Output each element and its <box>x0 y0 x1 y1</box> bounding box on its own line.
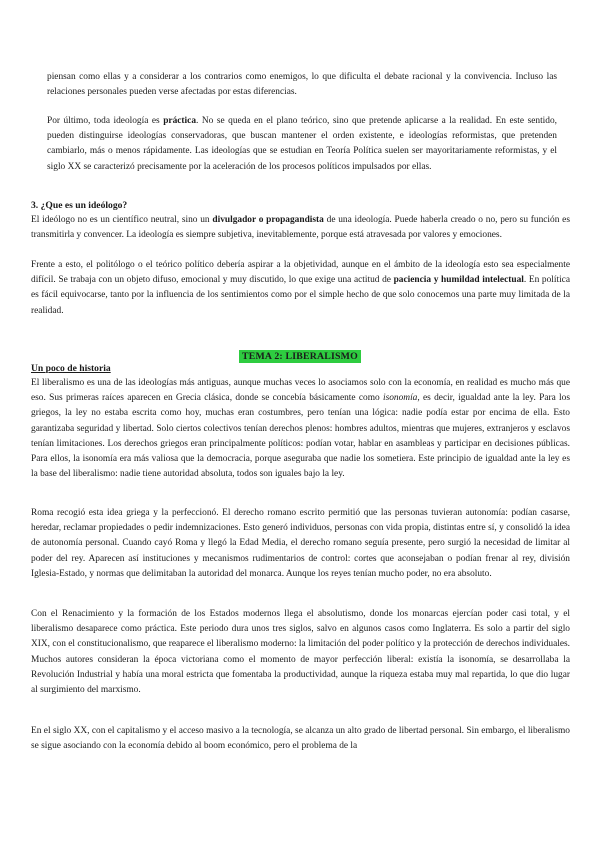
paragraph-historia-renacimiento: Con el Renacimiento y la formación de los Estados modernos llega el absolutismo, donde los monarcas ejercían poder casi total, y el liberalismo desaparece como práctica. Este periodo dura unos tres siglos, salvo en algunos casos como Inglaterra. Es solo a partir del siglo XIX, con el constitucionalismo, que reaparece el liberalismo moderno: la limitación del poder político y la protección de derechos individuales. Muchos autores consideran la época victoriana como el momento de mayor perfección liberal: existía la isonomía, se desarrollaba la Revolución Industrial y había una moral estricta que fomentaba la productividad, aunque la riqueza estaba muy mal repartida, lo que dio lugar al surgimiento del marxismo. <box>31 609 570 696</box>
section-heading-ideologo: 3. ¿Que es un ideólogo? <box>31 200 128 211</box>
text-segment: . En política es fácil equivocarse, tanto por la influencia de los sentimientos como por el simple hecho de que solo conocemos una parte muy limitada de la realidad. <box>31 275 571 316</box>
paragraph-historia-roma: Roma recogió esta idea griega y la perfeccionó. El derecho romano escrito permitió que las personas tuvieran autonomía: podían casarse, heredar, reclamar propiedades o pedir indemnizaciones. Esto generó individuos, personas con vida propia, distintas entre sí, y consolidó la idea de autonomía personal. Cuando cayó Roma y llegó la Edad Media, el derecho romano seguía presente, pero surgió la necesidad de limitar al poder del rey. Aparecen así instituciones y mecanismos rudimentarios de control: cortes que aconsejaban o podían frenar al rey, división Iglesia-Estado, y normas que delimitaban la autoridad del monarca. Aunque los reyes tenían mucho poder, no era absoluto. <box>31 508 570 579</box>
paragraph-politologo <box>31 258 570 319</box>
text-segment: Por último, toda ideología es <box>47 116 164 126</box>
text-segment: . No se queda en el plano teórico, sino que pretende aplicarse a la realidad. En este sentido, pueden distinguirse ideologías conservadoras, que buscan mantener el orden existente, e ideologías reformistas, que pretenden cambiarlo, más o menos rápidamente. Las ideologías que se estudian en Teoría Política suelen ser mayoritariamente reformistas, y el siglo XX se caracterizó precisamente por la aceleración de los procesos políticos impulsados por ellas. <box>47 116 557 172</box>
paragraph-ideology-conflict: piensan como ellas y a considerar a los contrarios como enemigos, lo que dificulta el debate racional y la convivencia. Incluso las relaciones personales pueden verse afectadas por estas diferencias. <box>47 72 557 98</box>
text-segment: El ideólogo no es un científico neutral, sino un <box>31 215 213 225</box>
text-segment: El liberalismo es una de las ideologías más antiguas, aunque muchas veces lo asociamos solo con la economía, en realidad es mucho más que eso. Sus primeras raíces aparecen en Grecia clásica, donde se concebía básicamente como <box>31 378 570 404</box>
bold-term-paciencia: paciencia y humildad intelectual <box>393 275 524 286</box>
paragraph-ideologo-role <box>31 213 570 243</box>
text-segment: Frente a esto, el politólogo o el teórico político debería aspirar a la objetividad, aunque en el ámbito de la ideología esto sea especialmente difícil. Se trabaja con un objeto difuso, emocional y muy discutido, lo que exige una actitud de <box>31 260 570 286</box>
text-segment: , es decir, igualdad ante la ley. Para los griegos, la ley no estaba escrita como hoy, muchas eran costumbres, pero tenían una lógica: nadie podía estar por encima de ella. Esto garantizaba seguridad y libertad. Solo ciertos colectivos tenían derechos plenos: hombres adultos, mientras que mujeres, extranjeros y esclavos tenían limitaciones. Los derechos griegos eran principalmente políticos: podían votar, hablar en asambleas y participar en decisiones públicas. Para ellos, la isonomía era más valiosa que la democracia, porque aseguraba que nadie los sometiera. Este principio de igualdad ante la ley es la base del liberalismo: nadie tiene autoridad absoluta, todos son iguales bajo la ley. <box>31 393 570 480</box>
text-segment: de una ideología. Puede haberla creado o no, pero su función es transmitirla y convencer. La ideología es siempre subjetiva, inevitablemente, porque está atravesada por valores y emociones. <box>31 215 570 241</box>
section-heading-historia: Un poco de historia <box>31 363 111 374</box>
paragraph-ideology-practice <box>47 114 557 175</box>
paragraph-historia-grecia <box>31 376 570 482</box>
bold-term-practica: práctica <box>163 116 197 126</box>
italic-term-isonomia: isonomía <box>382 393 418 404</box>
chapter-title-highlight: TEMA 2: LIBERALISMO <box>239 350 361 363</box>
paragraph-historia-siglo-xx: En el siglo XX, con el capitalismo y el acceso masivo a la tecnología, se alcanza un alto grado de libertad personal. Sin embargo, el liberalismo se sigue asociando con la economía debido al boom económico, pero el problema de la <box>31 726 570 752</box>
bold-term-divulgador: divulgador o propagandista <box>212 215 324 225</box>
